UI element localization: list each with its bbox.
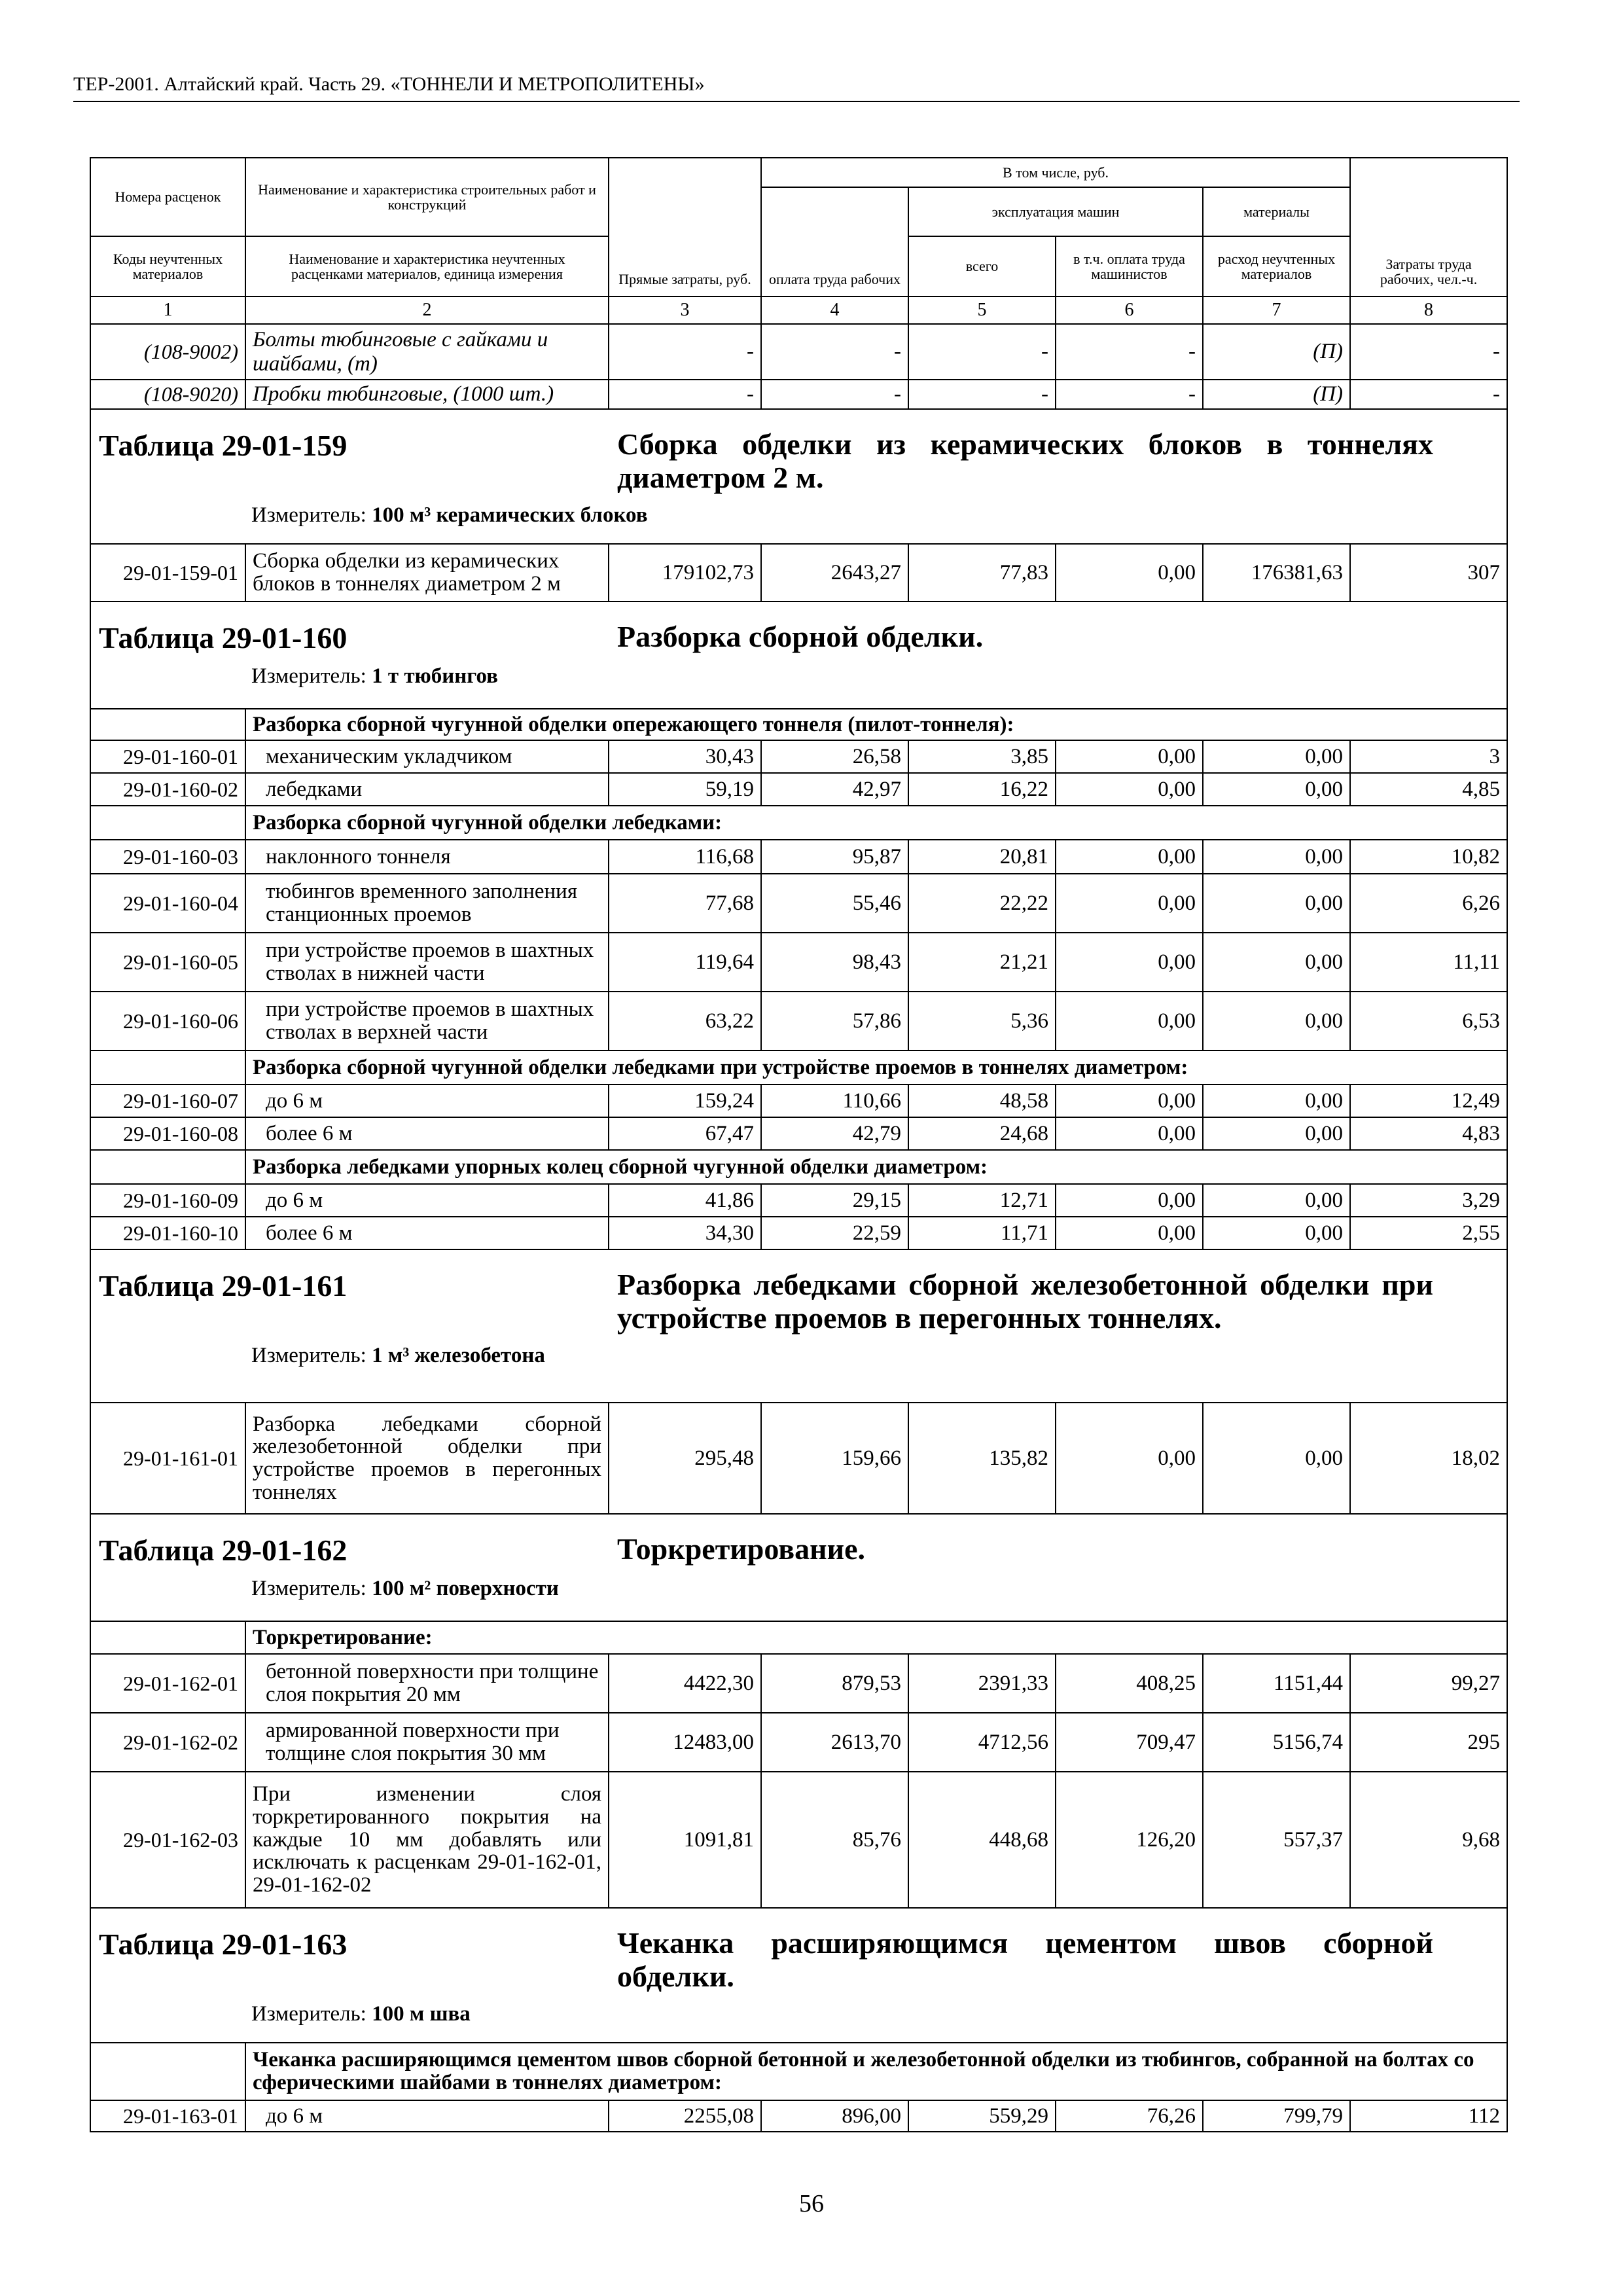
rates-table	[90, 157, 1508, 2132]
col-machine-operation: эксплуатация машин	[908, 187, 1203, 236]
col-rate-numbers: Номера расценок	[90, 158, 245, 236]
cell-value: 12,49	[1350, 1085, 1507, 1117]
rate-name: тюбингов временного заполнения станционных проемов	[245, 874, 609, 933]
cell-value: 30,43	[609, 740, 761, 773]
cell-value: 34,30	[609, 1217, 761, 1249]
cell-value: 119,64	[609, 933, 761, 992]
cell-value: 179102,73	[609, 544, 761, 601]
cell-value: 557,37	[1203, 1772, 1350, 1908]
cell-value: 12483,00	[609, 1713, 761, 1772]
subheading-row	[90, 806, 1507, 840]
cell-value: 0,00	[1056, 992, 1203, 1050]
rate-name: более 6 м	[245, 1217, 609, 1249]
cell-value: 1091,81	[609, 1772, 761, 1908]
cell-value: 0,00	[1203, 840, 1350, 874]
cell-value: 21,21	[908, 933, 1056, 992]
rate-code: 29-01-162-02	[90, 1713, 245, 1772]
rate-name: бетонной поверхности при толщине слоя покрытия 20 мм	[245, 1654, 609, 1713]
cell-value: 59,19	[609, 773, 761, 806]
cell-value: -	[1056, 324, 1203, 380]
col-unaccounted-materials: расход неучтенных материалов	[1203, 236, 1350, 296]
cell-value: 5156,74	[1203, 1713, 1350, 1772]
col-work-name: Наименование и характеристика строительных работ и конструкций	[245, 158, 609, 236]
cell-value: 4712,56	[908, 1713, 1056, 1772]
measure-value: 1 т тюбингов	[372, 664, 498, 688]
col-number: 7	[1203, 296, 1350, 324]
cell-value: -	[609, 380, 761, 409]
col-in-that-number: В том числе, руб.	[761, 158, 1350, 187]
cell-value: 110,66	[761, 1085, 908, 1117]
cell-value: (П)	[1203, 380, 1350, 409]
cell-value: 709,47	[1056, 1713, 1203, 1772]
cell-value: 9,68	[1350, 1772, 1507, 1908]
cell-value: 2,55	[1350, 1217, 1507, 1249]
material-code: (108-9020)	[90, 380, 245, 409]
cell-value: 29,15	[761, 1184, 908, 1217]
rate-code: 29-01-160-01	[90, 740, 245, 773]
cell-value: 879,53	[761, 1654, 908, 1713]
subheading-row	[90, 1050, 1507, 1085]
measure	[251, 664, 1499, 689]
cell-value: 896,00	[761, 2100, 908, 2132]
table-row	[90, 1217, 1507, 1249]
cell-value: 408,25	[1056, 1654, 1203, 1713]
measure-value: 1 м³ железобетона	[372, 1344, 545, 1368]
cell-value: 448,68	[908, 1772, 1056, 1908]
col-material-name: Наименование и характеристика неучтенных расценками материалов, единица измерения	[245, 236, 609, 296]
rate-code: 29-01-159-01	[90, 544, 245, 601]
table-id: Таблица 29-01-161	[99, 1269, 348, 1302]
cell-value: 5,36	[908, 992, 1056, 1050]
table-row	[90, 1654, 1507, 1713]
measure-label: Измеритель:	[251, 664, 366, 688]
rate-code: 29-01-162-03	[90, 1772, 245, 1908]
cell-value: 2255,08	[609, 2100, 761, 2132]
table-title: Разборка сборной обделки.	[617, 620, 984, 653]
cell-value: 0,00	[1056, 1085, 1203, 1117]
table-id: Таблица 29-01-163	[99, 1928, 348, 1961]
subheading: Разборка сборной чугунной обделки лебедками при устройстве проемов в тоннелях диаметром:	[245, 1050, 1507, 1085]
rate-name: до 6 м	[245, 2100, 609, 2132]
col-number: 4	[761, 296, 908, 324]
rate-code: 29-01-162-01	[90, 1654, 245, 1713]
table-row	[90, 840, 1507, 874]
material-row	[90, 380, 1507, 409]
table-row	[90, 544, 1507, 601]
table-heading	[90, 1908, 1507, 2043]
material-code: (108-9002)	[90, 324, 245, 380]
rate-code: 29-01-160-10	[90, 1217, 245, 1249]
cell-value: 77,83	[908, 544, 1056, 601]
table-row	[90, 1772, 1507, 1908]
cell-value: 295	[1350, 1713, 1507, 1772]
col-labor-costs: Затраты труда рабочих, чел.-ч.	[1350, 158, 1507, 296]
cell-value: 6,26	[1350, 874, 1507, 933]
cell-value: 0,00	[1203, 1217, 1350, 1249]
cell-value: 159,66	[761, 1403, 908, 1514]
measure-label: Измеритель:	[251, 503, 366, 528]
cell-value: 4,83	[1350, 1117, 1507, 1150]
cell-value: -	[908, 324, 1056, 380]
subheading-row	[90, 1150, 1507, 1184]
cell-value: 0,00	[1056, 773, 1203, 806]
cell-value: 2643,27	[761, 544, 908, 601]
cell-value: 0,00	[1203, 933, 1350, 992]
col-number: 6	[1056, 296, 1203, 324]
rate-code: 29-01-160-02	[90, 773, 245, 806]
cell-value: 0,00	[1056, 544, 1203, 601]
cell-value: 77,68	[609, 874, 761, 933]
cell-value: 6,53	[1350, 992, 1507, 1050]
col-materials: материалы	[1203, 187, 1350, 236]
measure-value: 100 м² поверхности	[372, 1577, 559, 1600]
cell-value: 10,82	[1350, 840, 1507, 874]
cell-value: 0,00	[1203, 773, 1350, 806]
rate-code: 29-01-161-01	[90, 1403, 245, 1514]
cell-value: 98,43	[761, 933, 908, 992]
cell-value: 799,79	[1203, 2100, 1350, 2132]
cell-value: 4,85	[1350, 773, 1507, 806]
table-row	[90, 740, 1507, 773]
cell-value: 48,58	[908, 1085, 1056, 1117]
table-id: Таблица 29-01-159	[99, 429, 348, 462]
table-row	[90, 992, 1507, 1050]
table-row	[90, 1085, 1507, 1117]
material-name: Болты тюбинговые с гайками и шайбами, (т)	[245, 324, 609, 380]
cell-value: -	[609, 324, 761, 380]
cell-value: 12,71	[908, 1184, 1056, 1217]
rate-code: 29-01-160-05	[90, 933, 245, 992]
subheading: Чеканка расширяющимся цементом швов сборной бетонной и железобетонной обделки из тюбингов, собранной на болтах со сферическими шайбами в тоннелях диаметром:	[245, 2043, 1507, 2100]
cell-value: 3,85	[908, 740, 1056, 773]
cell-value: 85,76	[761, 1772, 908, 1908]
cell-value: -	[908, 380, 1056, 409]
cell-value: 26,58	[761, 740, 908, 773]
cell-value: 2391,33	[908, 1654, 1056, 1713]
table-id: Таблица 29-01-162	[99, 1534, 348, 1567]
col-operators-wages: в т.ч. оплата труда машинистов	[1056, 236, 1203, 296]
rate-name: армированной поверхности при толщине слоя покрытия 30 мм	[245, 1713, 609, 1772]
table-title: Торкретирование.	[617, 1532, 866, 1566]
cell-value: 67,47	[609, 1117, 761, 1150]
cell-value: 0,00	[1056, 933, 1203, 992]
cell-value: 0,00	[1203, 1117, 1350, 1150]
cell-value: 11,71	[908, 1217, 1056, 1249]
cell-value: 63,22	[609, 992, 761, 1050]
measure-label: Измеритель:	[251, 2002, 366, 2026]
rate-name: до 6 м	[245, 1184, 609, 1217]
col-direct-costs: Прямые затраты, руб.	[609, 158, 761, 296]
cell-value: 0,00	[1056, 740, 1203, 773]
table-heading	[90, 601, 1507, 709]
cell-value: 24,68	[908, 1117, 1056, 1150]
cell-value: 295,48	[609, 1403, 761, 1514]
table-row	[90, 933, 1507, 992]
cell-value: 0,00	[1056, 1184, 1203, 1217]
rate-name: Разборка лебедками сборной железобетонной обделки при устройстве проемов в перегонных тоннелях	[245, 1403, 609, 1514]
cell-value: -	[761, 324, 908, 380]
cell-value: -	[1350, 380, 1507, 409]
table-row	[90, 1184, 1507, 1217]
cell-value: 16,22	[908, 773, 1056, 806]
page-number: 56	[799, 2190, 824, 2217]
cell-value: 1151,44	[1203, 1654, 1350, 1713]
table-row	[90, 773, 1507, 806]
table-id: Таблица 29-01-160	[99, 621, 348, 655]
table-title: Сборка обделки из керамических блоков в тоннелях диаметром 2 м.	[617, 427, 1434, 494]
rate-name: механическим укладчиком	[245, 740, 609, 773]
table-row	[90, 1713, 1507, 1772]
cell-value: 20,81	[908, 840, 1056, 874]
cell-value: 76,26	[1056, 2100, 1203, 2132]
rate-code: 29-01-160-03	[90, 840, 245, 874]
cell-value: 135,82	[908, 1403, 1056, 1514]
cell-value: 559,29	[908, 2100, 1056, 2132]
cell-value: 3,29	[1350, 1184, 1507, 1217]
cell-value: 0,00	[1203, 740, 1350, 773]
cell-value: 3	[1350, 740, 1507, 773]
measure	[251, 503, 1499, 528]
cell-value: 0,00	[1203, 992, 1350, 1050]
cell-value: 0,00	[1203, 1403, 1350, 1514]
cell-value: 159,24	[609, 1085, 761, 1117]
rate-code: 29-01-160-08	[90, 1117, 245, 1150]
table-row	[90, 1403, 1507, 1514]
cell-value: 22,59	[761, 1217, 908, 1249]
cell-value: 0,00	[1056, 840, 1203, 874]
page-header: ТЕР-2001. Алтайский край. Часть 29. «ТОННЕЛИ И МЕТРОПОЛИТЕНЫ»	[73, 73, 1520, 102]
rate-name: при устройстве проемов в шахтных стволах в верхней части	[245, 992, 609, 1050]
cell-value: 0,00	[1056, 1117, 1203, 1150]
cell-value: 11,11	[1350, 933, 1507, 992]
cell-value: -	[761, 380, 908, 409]
rate-code: 29-01-160-07	[90, 1085, 245, 1117]
col-number: 2	[245, 296, 609, 324]
col-total: всего	[908, 236, 1056, 296]
cell-value: 99,27	[1350, 1654, 1507, 1713]
cell-value: 0,00	[1203, 1184, 1350, 1217]
cell-value: 2613,70	[761, 1713, 908, 1772]
cell-value: 4422,30	[609, 1654, 761, 1713]
col-number: 3	[609, 296, 761, 324]
material-name: Пробки тюбинговые, (1000 шт.)	[245, 380, 609, 409]
measure	[251, 1577, 1499, 1601]
cell-value: 55,46	[761, 874, 908, 933]
cell-value: 116,68	[609, 840, 761, 874]
cell-value: 126,20	[1056, 1772, 1203, 1908]
measure	[251, 2002, 1499, 2026]
cell-value: 0,00	[1056, 1217, 1203, 1249]
cell-value: 176381,63	[1203, 544, 1350, 601]
cell-value: 0,00	[1056, 1403, 1203, 1514]
rate-code: 29-01-160-04	[90, 874, 245, 933]
table-heading	[90, 1514, 1507, 1621]
subheading: Разборка сборной чугунной обделки опережающего тоннеля (пилот-тоннеля):	[245, 709, 1507, 740]
rate-name: наклонного тоннеля	[245, 840, 609, 874]
rate-code: 29-01-163-01	[90, 2100, 245, 2132]
table-heading	[90, 1249, 1507, 1403]
cell-value: 112	[1350, 2100, 1507, 2132]
table-row	[90, 1117, 1507, 1150]
table-title: Разборка лебедками сборной железобетонной обделки при устройстве проемов в перегонных тоннелях.	[617, 1268, 1434, 1335]
col-number: 5	[908, 296, 1056, 324]
table-row	[90, 874, 1507, 933]
measure	[251, 1344, 1499, 1368]
cell-value: 307	[1350, 544, 1507, 601]
col-material-codes: Коды неучтенных материалов	[90, 236, 245, 296]
subheading: Разборка лебедками упорных колец сборной чугунной обделки диаметром:	[245, 1150, 1507, 1184]
rate-name: до 6 м	[245, 1085, 609, 1117]
cell-value: 0,00	[1056, 874, 1203, 933]
material-row	[90, 324, 1507, 380]
measure-value: 100 м³ керамических блоков	[372, 503, 648, 528]
measure-label: Измеритель:	[251, 1577, 366, 1600]
rate-name: более 6 м	[245, 1117, 609, 1150]
table-row	[90, 2100, 1507, 2132]
table-heading	[90, 409, 1507, 544]
subheading-row	[90, 1621, 1507, 1654]
cell-value: 41,86	[609, 1184, 761, 1217]
cell-value: 18,02	[1350, 1403, 1507, 1514]
col-labor-wages: оплата труда рабочих	[761, 187, 908, 296]
cell-value: 57,86	[761, 992, 908, 1050]
measure-value: 100 м шва	[372, 2002, 471, 2026]
cell-value: -	[1350, 324, 1507, 380]
table-title: Чеканка расширяющимся цементом швов сборной обделки.	[617, 1926, 1434, 1993]
measure-label: Измеритель:	[251, 1344, 366, 1368]
cell-value: 42,79	[761, 1117, 908, 1150]
rate-name: при устройстве проемов в шахтных стволах в нижней части	[245, 933, 609, 992]
subheading-row	[90, 2043, 1507, 2100]
col-number: 8	[1350, 296, 1507, 324]
cell-value: 0,00	[1203, 874, 1350, 933]
rate-name: Сборка обделки из керамических блоков в тоннелях диаметром 2 м	[245, 544, 609, 601]
cell-value: (П)	[1203, 324, 1350, 380]
cell-value: 42,97	[761, 773, 908, 806]
subheading: Разборка сборной чугунной обделки лебедками:	[245, 806, 1507, 840]
cell-value: -	[1056, 380, 1203, 409]
cell-value: 95,87	[761, 840, 908, 874]
cell-value: 22,22	[908, 874, 1056, 933]
rate-code: 29-01-160-06	[90, 992, 245, 1050]
rate-name: лебедками	[245, 773, 609, 806]
col-number: 1	[90, 296, 245, 324]
rate-name: При изменении слоя торкретированного покрытия на каждые 10 мм добавлять или исключать к расценкам 29-01-162-01, 29-01-162-02	[245, 1772, 609, 1908]
subheading-row	[90, 709, 1507, 740]
rate-code: 29-01-160-09	[90, 1184, 245, 1217]
cell-value: 0,00	[1203, 1085, 1350, 1117]
subheading: Торкретирование:	[245, 1621, 1507, 1654]
